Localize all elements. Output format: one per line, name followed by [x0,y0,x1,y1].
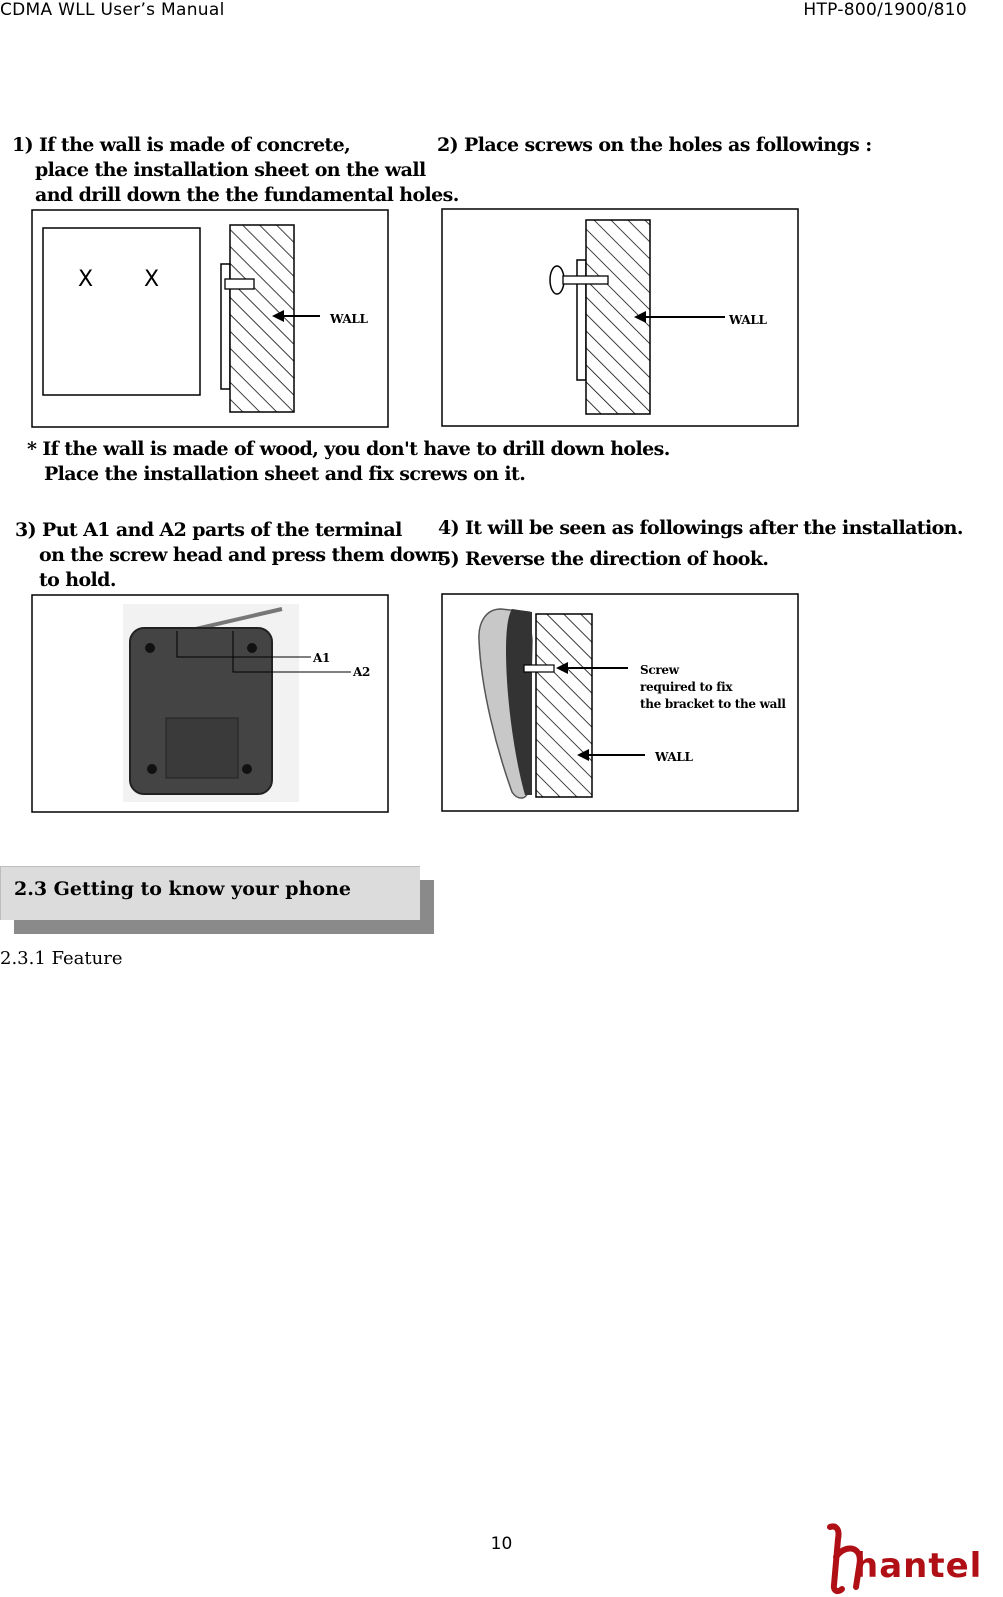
subsection-heading: 2.3.1 Feature [0,948,123,969]
panel-drill-holes [32,210,388,427]
step2-text: 2) Place screws on the holes as followings : [437,134,872,156]
screw-note-line1: Screw [640,663,679,677]
hantel-logo [820,1515,1000,1595]
a1-label: A1 [313,651,331,665]
step1-line3: and drill down the the fundamental holes. [35,184,459,206]
step1-line2: place the installation sheet on the wall [35,159,426,181]
screw-note-line3: the bracket to the wall [640,697,786,711]
hole-mark-1: X [78,267,94,292]
step1-line1: 1) If the wall is made of concrete, [12,134,351,156]
screw-note-line2: required to fix [640,680,733,694]
panel1-wall-label: WALL [330,312,368,326]
panel-place-screws [442,209,798,426]
panel-installed-view [442,594,798,811]
wood-note-line2: Place the installation sheet and fix screws on it. [44,463,526,485]
step4-text: 4) It will be seen as followings after the installation. [438,517,963,539]
hantel-logo-text: hantel [854,1546,983,1586]
a2-label: A2 [353,665,371,679]
step3-line2: on the screw head and press them down [39,544,444,566]
step3-line3: to hold. [39,569,116,591]
panel2-wall-label: WALL [729,313,767,327]
hole-mark-2: X [144,267,160,292]
header-model-number: HTP-800/1900/810 [803,0,967,20]
page-number: 10 [490,1534,513,1554]
panel4-wall-label: WALL [655,750,693,764]
step5-text: 5) Reverse the direction of hook. [438,548,769,570]
section-heading: 2.3 Getting to know your phone [14,878,351,900]
step3-line1: 3) Put A1 and A2 parts of the terminal [15,519,402,541]
wood-note-line1: * If the wall is made of wood, you don't have to drill down holes. [27,438,670,460]
header-manual-title: CDMA WLL User’s Manual [0,0,225,20]
panel-attach-terminal [32,595,388,812]
